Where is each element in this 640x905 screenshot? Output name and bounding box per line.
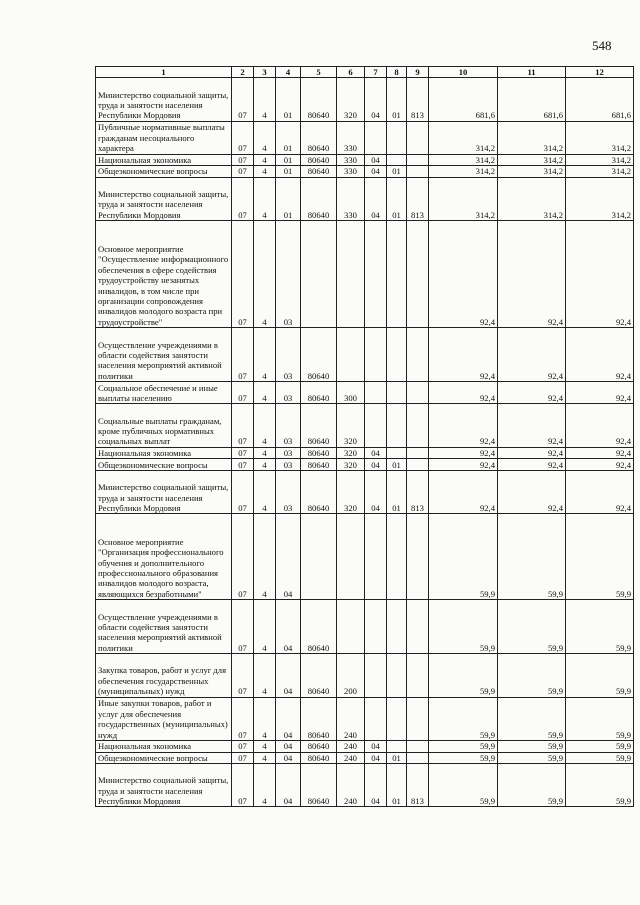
amount-12-cell: 92,4 xyxy=(566,470,634,513)
code-5-cell: 80640 xyxy=(301,166,337,178)
code-5-cell: 80640 xyxy=(301,459,337,471)
table-row xyxy=(96,166,634,178)
code-6-cell: 320 xyxy=(337,447,365,459)
code-9-cell xyxy=(407,404,429,447)
code-8-cell xyxy=(387,654,407,697)
code-7-cell: 04 xyxy=(365,740,387,752)
amount-11-cell: 314,2 xyxy=(498,154,566,166)
code-7-cell: 04 xyxy=(365,764,387,807)
code-4-cell: 03 xyxy=(276,404,301,447)
amount-12-cell: 92,4 xyxy=(566,404,634,447)
amount-12-cell: 59,9 xyxy=(566,600,634,654)
amount-11-cell: 59,9 xyxy=(498,752,566,764)
amount-11-cell: 314,2 xyxy=(498,166,566,178)
code-3-cell: 4 xyxy=(254,654,276,697)
table-row xyxy=(96,600,634,654)
code-8-cell: 01 xyxy=(387,78,407,121)
code-9-cell xyxy=(407,600,429,654)
table-row xyxy=(96,697,634,740)
code-4-cell: 04 xyxy=(276,740,301,752)
code-8-cell xyxy=(387,600,407,654)
table-row xyxy=(96,328,634,382)
amount-11-cell: 314,2 xyxy=(498,121,566,154)
amount-12-cell: 59,9 xyxy=(566,764,634,807)
code-7-cell: 04 xyxy=(365,752,387,764)
code-4-cell: 03 xyxy=(276,470,301,513)
code-9-cell xyxy=(407,328,429,382)
code-4-cell: 04 xyxy=(276,752,301,764)
amount-12-cell: 314,2 xyxy=(566,121,634,154)
code-3-cell: 4 xyxy=(254,404,276,447)
row-name-cell: Закупка товаров, работ и услуг для обеспечения государственных (муниципальных) нужд xyxy=(96,654,232,697)
code-3-cell: 4 xyxy=(254,177,276,220)
amount-11-cell: 59,9 xyxy=(498,697,566,740)
code-3-cell: 4 xyxy=(254,382,276,404)
code-6-cell: 320 xyxy=(337,78,365,121)
code-9-cell xyxy=(407,697,429,740)
row-name-cell: Общеэкономические вопросы xyxy=(96,166,232,178)
amount-10-cell: 92,4 xyxy=(429,382,498,404)
column-header-1: 1 xyxy=(96,67,232,78)
row-name-cell: Основное мероприятие "Осуществление информационного обеспечения в сфере содействия трудоустройству незанятых инвалидов, в том числе при организации сопровождения инвалидов молодого возраста при трудоустройстве" xyxy=(96,221,232,328)
code-3-cell: 4 xyxy=(254,752,276,764)
table-row xyxy=(96,740,634,752)
code-5-cell: 80640 xyxy=(301,752,337,764)
amount-11-cell: 92,4 xyxy=(498,470,566,513)
code-5-cell: 80640 xyxy=(301,78,337,121)
code-9-cell xyxy=(407,221,429,328)
code-7-cell xyxy=(365,404,387,447)
amount-12-cell: 59,9 xyxy=(566,752,634,764)
row-name-cell: Национальная экономика xyxy=(96,154,232,166)
code-7-cell xyxy=(365,121,387,154)
amount-10-cell: 314,2 xyxy=(429,166,498,178)
code-2-cell: 07 xyxy=(232,221,254,328)
table-row xyxy=(96,78,634,121)
amount-12-cell: 92,4 xyxy=(566,459,634,471)
code-4-cell: 04 xyxy=(276,764,301,807)
code-4-cell: 03 xyxy=(276,328,301,382)
code-5-cell: 80640 xyxy=(301,121,337,154)
code-7-cell xyxy=(365,221,387,328)
code-6-cell xyxy=(337,328,365,382)
code-6-cell xyxy=(337,221,365,328)
code-8-cell xyxy=(387,404,407,447)
code-5-cell: 80640 xyxy=(301,654,337,697)
code-7-cell: 04 xyxy=(365,177,387,220)
amount-11-cell: 92,4 xyxy=(498,459,566,471)
amount-11-cell: 59,9 xyxy=(498,654,566,697)
row-name-cell: Социальные выплаты гражданам, кроме публичных нормативных социальных выплат xyxy=(96,404,232,447)
amount-10-cell: 314,2 xyxy=(429,154,498,166)
code-6-cell: 200 xyxy=(337,654,365,697)
row-name-cell: Осуществление учреждениями в области содействия занятости населения мероприятий активной политики xyxy=(96,328,232,382)
code-7-cell: 04 xyxy=(365,470,387,513)
code-2-cell: 07 xyxy=(232,654,254,697)
amount-12-cell: 314,2 xyxy=(566,154,634,166)
row-name-cell: Министерство социальной защиты, труда и занятости населения Республики Мордовия xyxy=(96,78,232,121)
code-8-cell xyxy=(387,740,407,752)
code-3-cell: 4 xyxy=(254,447,276,459)
table-header-row xyxy=(96,67,634,78)
code-8-cell: 01 xyxy=(387,166,407,178)
code-2-cell: 07 xyxy=(232,154,254,166)
code-6-cell: 330 xyxy=(337,166,365,178)
row-name-cell: Публичные нормативные выплаты гражданам несоциального характера xyxy=(96,121,232,154)
table-row xyxy=(96,514,634,600)
code-8-cell: 01 xyxy=(387,459,407,471)
code-4-cell: 04 xyxy=(276,654,301,697)
code-6-cell: 320 xyxy=(337,459,365,471)
code-8-cell xyxy=(387,328,407,382)
code-4-cell: 01 xyxy=(276,166,301,178)
code-2-cell: 07 xyxy=(232,121,254,154)
code-4-cell: 03 xyxy=(276,459,301,471)
column-header-11: 11 xyxy=(498,67,566,78)
amount-11-cell: 59,9 xyxy=(498,740,566,752)
code-8-cell: 01 xyxy=(387,470,407,513)
code-9-cell xyxy=(407,752,429,764)
code-4-cell: 03 xyxy=(276,447,301,459)
amount-11-cell: 314,2 xyxy=(498,177,566,220)
code-7-cell: 04 xyxy=(365,154,387,166)
code-9-cell xyxy=(407,740,429,752)
amount-10-cell: 314,2 xyxy=(429,177,498,220)
column-header-4: 4 xyxy=(276,67,301,78)
amount-12-cell: 59,9 xyxy=(566,654,634,697)
code-8-cell xyxy=(387,121,407,154)
code-9-cell xyxy=(407,382,429,404)
code-3-cell: 4 xyxy=(254,600,276,654)
code-2-cell: 07 xyxy=(232,328,254,382)
code-6-cell xyxy=(337,514,365,600)
code-3-cell: 4 xyxy=(254,697,276,740)
amount-10-cell: 92,4 xyxy=(429,459,498,471)
amount-10-cell: 92,4 xyxy=(429,470,498,513)
amount-10-cell: 92,4 xyxy=(429,221,498,328)
code-3-cell: 4 xyxy=(254,514,276,600)
code-6-cell: 330 xyxy=(337,154,365,166)
code-8-cell: 01 xyxy=(387,177,407,220)
row-name-cell: Национальная экономика xyxy=(96,447,232,459)
code-6-cell: 320 xyxy=(337,470,365,513)
code-3-cell: 4 xyxy=(254,154,276,166)
code-9-cell xyxy=(407,154,429,166)
code-4-cell: 01 xyxy=(276,121,301,154)
amount-11-cell: 59,9 xyxy=(498,764,566,807)
code-4-cell: 03 xyxy=(276,221,301,328)
code-5-cell: 80640 xyxy=(301,470,337,513)
code-2-cell: 07 xyxy=(232,78,254,121)
amount-10-cell: 59,9 xyxy=(429,600,498,654)
code-7-cell xyxy=(365,600,387,654)
code-8-cell xyxy=(387,221,407,328)
code-7-cell xyxy=(365,514,387,600)
amount-10-cell: 59,9 xyxy=(429,764,498,807)
code-5-cell: 80640 xyxy=(301,600,337,654)
table-row xyxy=(96,177,634,220)
amount-11-cell: 92,4 xyxy=(498,447,566,459)
amount-10-cell: 681,6 xyxy=(429,78,498,121)
amount-10-cell: 59,9 xyxy=(429,752,498,764)
code-5-cell: 80640 xyxy=(301,404,337,447)
code-8-cell xyxy=(387,697,407,740)
row-name-cell: Министерство социальной защиты, труда и занятости населения Республики Мордовия xyxy=(96,764,232,807)
code-9-cell: 813 xyxy=(407,470,429,513)
table-row xyxy=(96,459,634,471)
code-6-cell xyxy=(337,600,365,654)
code-2-cell: 07 xyxy=(232,752,254,764)
code-8-cell xyxy=(387,447,407,459)
code-8-cell: 01 xyxy=(387,752,407,764)
code-3-cell: 4 xyxy=(254,764,276,807)
code-5-cell: 80640 xyxy=(301,382,337,404)
code-2-cell: 07 xyxy=(232,382,254,404)
code-4-cell: 01 xyxy=(276,78,301,121)
code-2-cell: 07 xyxy=(232,459,254,471)
budget-table xyxy=(95,66,634,807)
code-2-cell: 07 xyxy=(232,740,254,752)
column-header-9: 9 xyxy=(407,67,429,78)
code-9-cell xyxy=(407,447,429,459)
code-9-cell xyxy=(407,514,429,600)
code-5-cell: 80640 xyxy=(301,740,337,752)
code-4-cell: 04 xyxy=(276,514,301,600)
code-3-cell: 4 xyxy=(254,221,276,328)
code-5-cell: 80640 xyxy=(301,177,337,220)
code-4-cell: 01 xyxy=(276,154,301,166)
code-7-cell: 04 xyxy=(365,459,387,471)
amount-10-cell: 92,4 xyxy=(429,404,498,447)
amount-12-cell: 681,6 xyxy=(566,78,634,121)
column-header-5: 5 xyxy=(301,67,337,78)
amount-12-cell: 59,9 xyxy=(566,514,634,600)
code-2-cell: 07 xyxy=(232,404,254,447)
amount-12-cell: 59,9 xyxy=(566,740,634,752)
code-8-cell: 01 xyxy=(387,764,407,807)
code-5-cell: 80640 xyxy=(301,154,337,166)
column-header-12: 12 xyxy=(566,67,634,78)
row-name-cell: Иные закупки товаров, работ и услуг для обеспечения государственных (муниципальных) нужд xyxy=(96,697,232,740)
code-2-cell: 07 xyxy=(232,764,254,807)
code-3-cell: 4 xyxy=(254,121,276,154)
table-row xyxy=(96,654,634,697)
amount-12-cell: 92,4 xyxy=(566,447,634,459)
code-9-cell xyxy=(407,121,429,154)
code-6-cell: 240 xyxy=(337,752,365,764)
amount-11-cell: 681,6 xyxy=(498,78,566,121)
code-6-cell: 240 xyxy=(337,764,365,807)
code-3-cell: 4 xyxy=(254,740,276,752)
amount-11-cell: 92,4 xyxy=(498,221,566,328)
amount-12-cell: 314,2 xyxy=(566,177,634,220)
amount-10-cell: 59,9 xyxy=(429,740,498,752)
code-7-cell xyxy=(365,654,387,697)
code-5-cell: 80640 xyxy=(301,447,337,459)
code-2-cell: 07 xyxy=(232,470,254,513)
amount-10-cell: 59,9 xyxy=(429,654,498,697)
code-9-cell xyxy=(407,166,429,178)
amount-12-cell: 59,9 xyxy=(566,697,634,740)
amount-12-cell: 92,4 xyxy=(566,382,634,404)
code-5-cell xyxy=(301,514,337,600)
code-6-cell: 330 xyxy=(337,121,365,154)
amount-10-cell: 92,4 xyxy=(429,447,498,459)
table-row xyxy=(96,404,634,447)
code-6-cell: 330 xyxy=(337,177,365,220)
row-name-cell: Национальная экономика xyxy=(96,740,232,752)
code-2-cell: 07 xyxy=(232,697,254,740)
column-header-10: 10 xyxy=(429,67,498,78)
amount-10-cell: 59,9 xyxy=(429,697,498,740)
row-name-cell: Общеэкономические вопросы xyxy=(96,752,232,764)
table-row xyxy=(96,447,634,459)
row-name-cell: Общеэкономические вопросы xyxy=(96,459,232,471)
table-row xyxy=(96,154,634,166)
code-7-cell xyxy=(365,382,387,404)
row-name-cell: Министерство социальной защиты, труда и занятости населения Республики Мордовия xyxy=(96,470,232,513)
code-8-cell xyxy=(387,154,407,166)
code-2-cell: 07 xyxy=(232,447,254,459)
code-8-cell xyxy=(387,514,407,600)
code-7-cell xyxy=(365,328,387,382)
code-7-cell: 04 xyxy=(365,447,387,459)
code-4-cell: 04 xyxy=(276,600,301,654)
amount-11-cell: 92,4 xyxy=(498,328,566,382)
code-5-cell xyxy=(301,221,337,328)
code-3-cell: 4 xyxy=(254,470,276,513)
code-6-cell: 320 xyxy=(337,404,365,447)
code-6-cell: 240 xyxy=(337,697,365,740)
code-2-cell: 07 xyxy=(232,514,254,600)
table-row xyxy=(96,764,634,807)
row-name-cell: Основное мероприятие "Организация профессионального обучения и дополнительного профессионального образования инвалидов молодого возраста, являющихся безработными" xyxy=(96,514,232,600)
code-9-cell: 813 xyxy=(407,78,429,121)
amount-10-cell: 92,4 xyxy=(429,328,498,382)
row-name-cell: Социальное обеспечение и иные выплаты населению xyxy=(96,382,232,404)
column-header-8: 8 xyxy=(387,67,407,78)
code-8-cell xyxy=(387,382,407,404)
code-5-cell: 80640 xyxy=(301,328,337,382)
code-7-cell xyxy=(365,697,387,740)
column-header-2: 2 xyxy=(232,67,254,78)
code-3-cell: 4 xyxy=(254,459,276,471)
code-4-cell: 04 xyxy=(276,697,301,740)
column-header-6: 6 xyxy=(337,67,365,78)
code-9-cell xyxy=(407,459,429,471)
amount-11-cell: 92,4 xyxy=(498,382,566,404)
amount-11-cell: 59,9 xyxy=(498,514,566,600)
table-row xyxy=(96,470,634,513)
table-row xyxy=(96,221,634,328)
page-number: 548 xyxy=(592,38,612,53)
amount-10-cell: 314,2 xyxy=(429,121,498,154)
code-9-cell xyxy=(407,654,429,697)
code-7-cell: 04 xyxy=(365,78,387,121)
code-9-cell: 813 xyxy=(407,177,429,220)
column-header-7: 7 xyxy=(365,67,387,78)
amount-12-cell: 92,4 xyxy=(566,221,634,328)
code-3-cell: 4 xyxy=(254,166,276,178)
code-9-cell: 813 xyxy=(407,764,429,807)
table-row xyxy=(96,752,634,764)
code-2-cell: 07 xyxy=(232,166,254,178)
code-6-cell: 300 xyxy=(337,382,365,404)
code-3-cell: 4 xyxy=(254,328,276,382)
table-body xyxy=(96,78,634,807)
amount-10-cell: 59,9 xyxy=(429,514,498,600)
amount-12-cell: 314,2 xyxy=(566,166,634,178)
column-header-3: 3 xyxy=(254,67,276,78)
code-4-cell: 01 xyxy=(276,177,301,220)
amount-12-cell: 92,4 xyxy=(566,328,634,382)
code-5-cell: 80640 xyxy=(301,764,337,807)
amount-11-cell: 59,9 xyxy=(498,600,566,654)
table-row xyxy=(96,382,634,404)
row-name-cell: Министерство социальной защиты, труда и занятости населения Республики Мордовия xyxy=(96,177,232,220)
amount-11-cell: 92,4 xyxy=(498,404,566,447)
code-5-cell: 80640 xyxy=(301,697,337,740)
code-2-cell: 07 xyxy=(232,177,254,220)
row-name-cell: Осуществление учреждениями в области содействия занятости населения мероприятий активной политики xyxy=(96,600,232,654)
code-3-cell: 4 xyxy=(254,78,276,121)
code-2-cell: 07 xyxy=(232,600,254,654)
code-7-cell: 04 xyxy=(365,166,387,178)
code-6-cell: 240 xyxy=(337,740,365,752)
code-4-cell: 03 xyxy=(276,382,301,404)
table-row xyxy=(96,121,634,154)
